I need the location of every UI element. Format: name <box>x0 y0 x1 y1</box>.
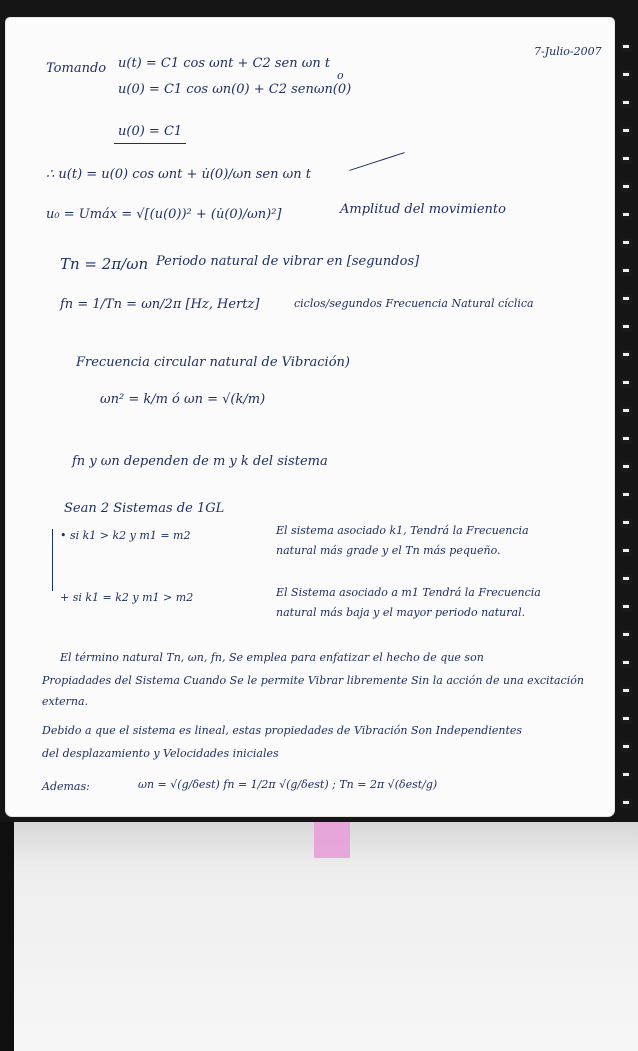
case-one-note: El sistema asociado k1, Tendrá la Frecuencia <box>276 524 529 537</box>
note-amplitude: Amplitud del movimiento <box>340 202 506 217</box>
case-one: • si k1 > k2 y m1 = m2 <box>60 529 191 542</box>
label-ademas: Ademas: <box>42 780 90 793</box>
date: 7-Julio-2007 <box>534 45 602 58</box>
case-one-note-2: natural más grade y el Tn más pequeño. <box>276 544 501 557</box>
eq-u0-c1: u(0) = C1 <box>118 124 183 139</box>
note-frequency: ciclos/segundos Frecuencia Natural cíclica <box>294 297 534 310</box>
label-tomando: Tomando <box>46 61 107 76</box>
case-two-note-2: natural más baja y el mayor periodo natural. <box>276 606 526 619</box>
eq-ut-general: u(t) = C1 cos ωnt + C2 sen ωn t <box>118 56 331 71</box>
eq-period: Tn = 2π/ωn <box>60 255 149 273</box>
eq-omega: ωn² = k/m ó ωn = √(k/m) <box>100 392 266 407</box>
zero-mark: o <box>337 69 344 82</box>
note-dependency: fn y ωn dependen de m y k del sistema <box>72 454 328 469</box>
notebook-sheet <box>6 18 614 816</box>
heading-two-systems: Sean 2 Sistemas de 1GL <box>64 501 225 516</box>
paragraph-line-4: Debido a que el sistema es lineal, estas propiedades de Vibración Son Independientes <box>42 724 523 737</box>
scan-edge-shadow <box>0 822 14 1051</box>
case-two-note: El Sistema asociado a m1 Tendrá la Frecuencia <box>276 586 541 599</box>
case-two: + si k1 = k2 y m1 > m2 <box>60 591 194 604</box>
eq-frequency: fn = 1/Tn = ωn/2π [Hz, Hertz] <box>60 297 260 312</box>
eq-u0: u(0) = C1 cos ωn(0) + C2 senωn(0) <box>118 82 352 97</box>
note-period: Periodo natural de vibrar en [segundos] <box>156 254 420 269</box>
paragraph-line-5: del desplazamiento y Velocidades iniciales <box>42 747 279 760</box>
eq-ut-solution: ∴ u(t) = u(0) cos ωnt + u̇(0)/ωn sen ωn t <box>46 167 311 182</box>
paragraph-line-2: Propiadades del Sistema Cuando Se le permite Vibrar libremente Sin la acción de una excitación <box>42 674 584 687</box>
pink-sticky-tab <box>314 822 350 858</box>
heading-circular-frequency: Frecuencia circular natural de Vibración) <box>76 355 350 370</box>
paragraph-line-3: externa. <box>42 695 89 708</box>
eq-static-deflection: ωn = √(g/δest) fn = 1/2π √(g/δest) ; Tn = 2π √(δest/g) <box>138 778 438 791</box>
eq-amplitude: u₀ = Umáx = √[(u(0))² + (u̇(0)/ωn)²] <box>46 207 282 222</box>
spiral-binding <box>618 28 636 818</box>
paragraph-line-1: El término natural Tn, ωn, fn, Se emplea para enfatizar el hecho de que son <box>60 651 484 664</box>
